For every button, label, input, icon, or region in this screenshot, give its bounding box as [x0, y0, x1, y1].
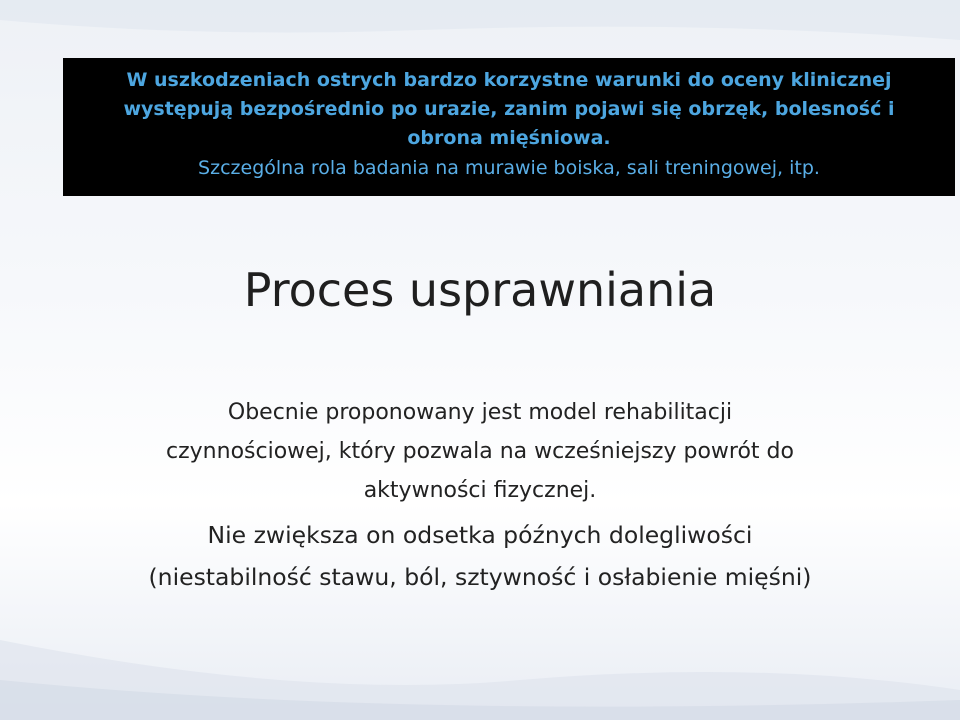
header-box	[63, 58, 955, 196]
slide-title: Proces usprawniania	[243, 263, 717, 317]
header-line-4: Szczególna rola badania na murawie boiska, sali treningowej, itp.	[198, 157, 820, 179]
paragraph-2-line-1: Nie zwiększa on odsetka późnych dolegliwości	[207, 521, 753, 549]
paragraph-1-line-2: czynnościowej, który pozwala na wcześniejszy powrót do	[166, 439, 794, 464]
paragraph-2-line-2: (niestabilność stawu, ból, sztywność i osłabienie mięśni)	[148, 563, 812, 591]
paragraph-2	[60, 514, 900, 598]
slide-body	[60, 393, 900, 598]
header-line-2: występują bezpośrednio po urazie, zanim pojawi się obrzęk, bolesność i	[123, 98, 895, 120]
header-line-1: W uszkodzeniach ostrych bardzo korzystne warunki do oceny klinicznej	[126, 69, 892, 91]
header-line-3: obrona mięśniowa.	[407, 127, 611, 149]
paragraph-1-line-3: aktywności fizycznej.	[363, 478, 597, 503]
paragraph-1	[60, 393, 900, 510]
paragraph-1-line-1: Obecnie proponowany jest model rehabilitacji	[227, 400, 733, 425]
